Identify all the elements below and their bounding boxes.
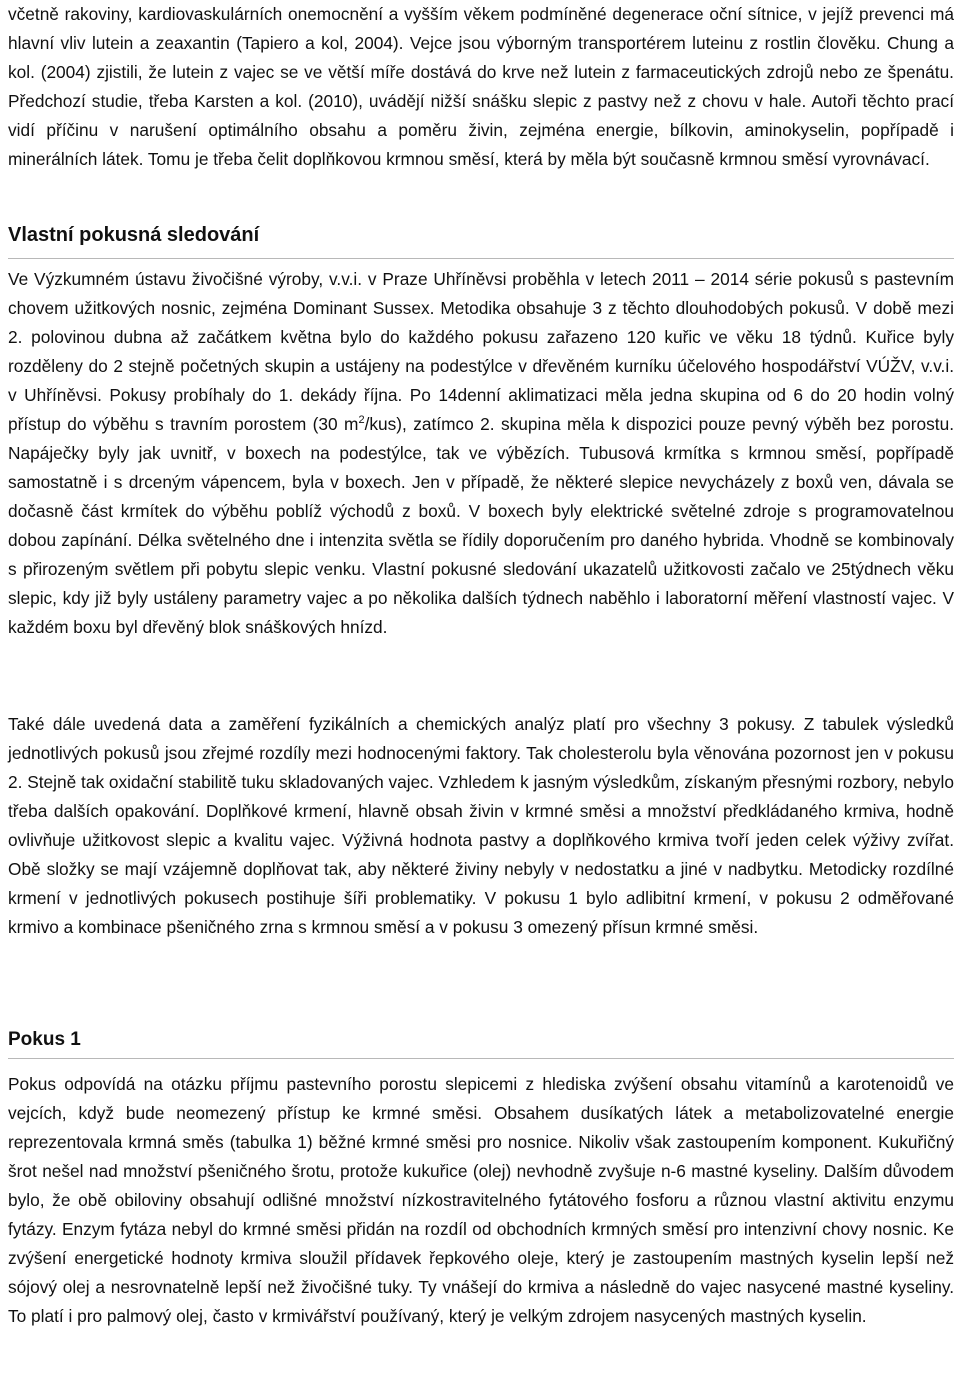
section-paragraph-1 bbox=[8, 265, 954, 642]
subsection-paragraph: Pokus odpovídá na otázku příjmu pastevního porostu slepicemi z hlediska zvýšení obsahu vitamínů a karotenoidů ve vejcích, když bude neomezený přístup ke krmné směsi. Obsahem dusíkatých látek a metabolizovatelné energie reprezentovala krmná směs (tabulka 1) běžné krmné směsi pro nosnice. Nikoliv však zastoupením komponent. Kukuřičný šrot nešel nad množství pšeničného šrotu, protože kukuřice (olej) nevhodně zvyšuje n-6 mastné kyseliny. Dalším důvodem bylo, že obě obiloviny obsahují odlišné množství nízkostravitelného fytátového fosforu a různou vlastní aktivitu enzymu fytázy. Enzym fytáza nebyl do krmné směsi přidán na rozdíl od obchodních krmných směsí pro intenzivní chovy nosnic. Ke zvýšení energetické hodnoty krmiva sloužil přídavek řepkového oleje, který je zastoupením mastných kyselin lepší než sójový olej a nesrovnatelně lepší než živočišné tuky. Ty vnášejí do krmiva a následně do vajec nasycené mastné kyseliny. To platí i pro palmový olej, často v krmivářství používaný, který je velkým zdrojem nasycených mastných kyselin. bbox=[8, 1074, 954, 1326]
section-divider bbox=[8, 258, 954, 259]
intro-paragraph: včetně rakoviny, kardiovaskulárních onemocnění a vyšším věkem podmíněné degenerace oční sítnice, v jejíž prevenci má hlavní vliv lutein a zeaxantin (Tapiero a kol, 2004). Vejce jsou výborným transportérem luteinu z rostlin člověku. Chung a kol. (2004) zjistili, že lutein z vajec se ve větší míře dostává do krve než lutein z farmaceutických zdrojů nebo ze špenátu. Předchozí studie, třeba Karsten a kol. (2010), uvádějí nižší snášku slepic z pastvy než z chovu v hale. Autoři těchto prací vidí příčinu v narušení optimálního obsahu a poměru živin, zejména energie, bílkovin, aminokyselin, popřípadě i minerálních látek. Tomu je třeba čelit doplňkovou krmnou směsí, která by měla být současně krmnou směsí vyrovnávací. bbox=[8, 4, 954, 169]
superscript: 2 bbox=[358, 414, 365, 427]
section-paragraph-1-part1: Ve Výzkumném ústavu živočišné výroby, v.v.i. v Praze Uhříněvsi proběhla v letech 2011 – 2014 série pokusů s pastevním chovem užitkových nosnic, zejména Dominant Sussex. Metodika obsahuje 3 z těchto dlouhodobých pokusů. V době mezi 2. polovinou dubna až začátkem května bylo do každého pokusu zařazeno 120 kuřic ve věku 18 týdnů. Kuřice byly rozděleny do 2 stejně početných skupin a ustájeny na podestýlce v dřevěném kurníku účelového hospodářství VÚŽV, v.v.i. v Uhříněvsi. Pokusy probíhaly do 1. dekády října. Po 14denní aklimatizaci měla jedna skupina od 6 do 20 hodin volný přístup do výběhu s travním porostem (30 m bbox=[8, 269, 954, 434]
section-heading: Vlastní pokusná sledování bbox=[8, 224, 260, 246]
subsection-heading: Pokus 1 bbox=[8, 1029, 81, 1050]
subsection-divider bbox=[8, 1058, 954, 1059]
section-paragraph-2: Také dále uvedená data a zaměření fyzikálních a chemických analýz platí pro všechny 3 pokusy. Z tabulek výsledků jednotlivých pokusů jsou zřejmé rozdíly mezi hodnocenými faktory. Tak cholesterolu byla věnována pozornost jen v pokusu 2. Stejně tak oxidační stabilitě tuku skladovaných vajec. Vzhledem k jasným výsledkům, získaným přesnými rozbory, nebylo třeba dalších opakování. Doplňkové krmení, hlavně obsah živin v krmné směsi a množství předkládaného krmiva, hodně ovlivňuje užitkovost slepic a kvalitu vajec. Výživná hodnota pastvy a doplňkového krmiva tvoří jeden celek výživy zvířat. Obě složky se mají vzájemně doplňovat tak, aby některé živiny nebyly v nedostatku a jiné v nadbytku. Metodicky rozdílné krmení v jednotlivých pokusech postihuje šíři problematiky. V pokusu 1 bylo adlibitní krmení, v pokusu 2 odměřované krmivo a kombinace pšeničného zrna s krmnou směsí a v pokusu 3 omezený přísun krmné směsi. bbox=[8, 714, 954, 937]
section-paragraph-1-part2: /kus), zatímco 2. skupina měla k dispozici pouze pevný výběh bez porostu. Napáječky byly jak uvnitř, v boxech na podestýlce, tak ve výbězích. Tubusová krmítka s krmnou směsí, popřípadě samostatně i s drceným vápencem, byla v boxech. Jen v případě, že některé slepice nevycházely z boxů ven, dávala se dočasně část krmítek do výběhu poblíž východů z boxů. V boxech byly elektrické světelné zdroje s programovatelnou dobou zapínání. Délka světelného dne i intenzita světla se řídily doporučením pro daného hybrida. Vhodně se kombinovaly s přirozeným světlem při pobytu slepic venku. Vlastní pokusné sledování ukazatelů užitkovosti začalo ve 25týdnech věku slepic, kdy již byly ustáleny parametry vajec a po několika dalších týdnech naběhlo i laboratorní měření vlastností vajec. V každém boxu byl dřevěný blok snáškových hnízd. bbox=[8, 414, 955, 637]
